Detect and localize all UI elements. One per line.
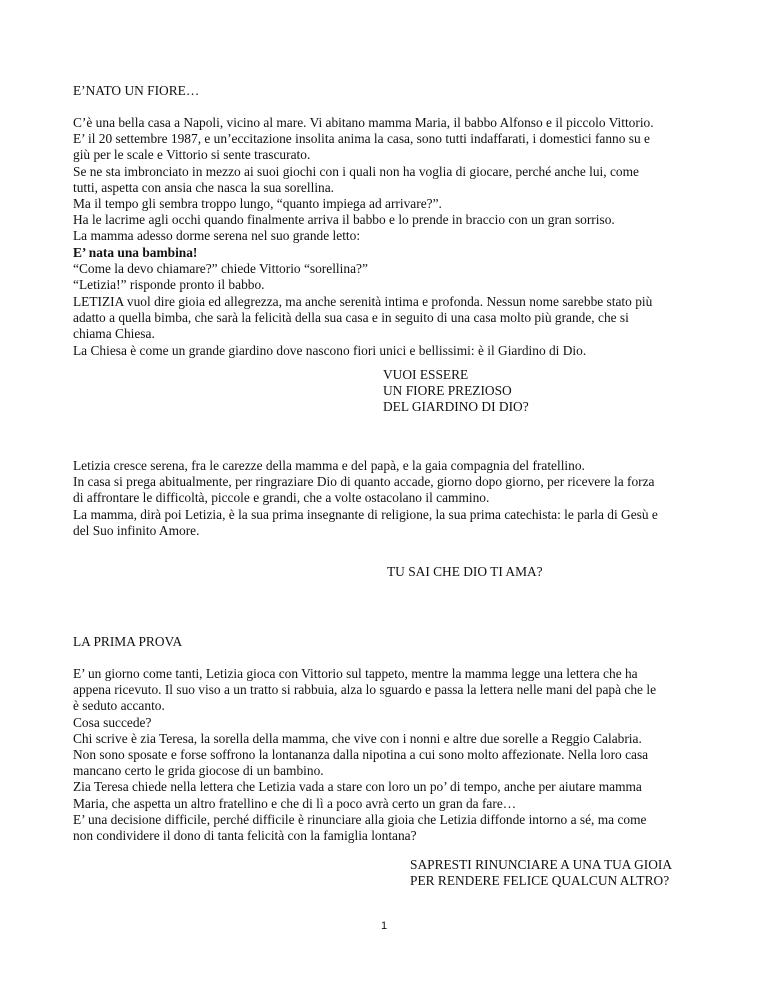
text-line: giù per le scale e Vittorio si sente trascurato. bbox=[73, 147, 311, 163]
section-3 bbox=[73, 458, 701, 539]
section-4 bbox=[73, 666, 701, 844]
text-line: è seduto accanto. bbox=[73, 698, 165, 714]
text-line: Cosa succede? bbox=[73, 714, 152, 730]
text-line: Ma il tempo gli sembra troppo lungo, “quanto impiega ad arrivare?”. bbox=[73, 196, 442, 212]
text-line: La mamma, dirà poi Letizia, è la sua prima insegnante di religione, la sua prima catechista: le parla di Gesù e bbox=[73, 506, 658, 522]
text-line: E’ il 20 settembre 1987, e un’eccitazione insolita anima la casa, sono tutti indaffarati, i domestici fanno su e bbox=[73, 131, 650, 147]
heading-text: E’NATO UN FIORE… bbox=[73, 83, 200, 98]
text-line: La Chiesa è come un grande giardino dove nascono fiori unici e bellissimi: è il Giardino di Dio. bbox=[73, 342, 587, 358]
text-line: Chi scrive è zia Teresa, la sorella della mamma, che vive con i nonni e altre due sorelle a Reggio Calabria. bbox=[73, 730, 642, 746]
text-line: Maria, che aspetta un altro fratellino e che di lì a poco avrà certo un gran da fare… bbox=[73, 795, 517, 811]
text-line: non condividere il dono di tanta felicità con la famiglia lontana? bbox=[73, 828, 417, 844]
question-line: PER RENDERE FELICE QUALCUN ALTRO? bbox=[410, 873, 670, 889]
text-line: C’è una bella casa a Napoli, vicino al mare. Vi abitano mamma Maria, il babbo Alfonso e il piccolo Vittorio. bbox=[73, 115, 654, 130]
text-line: “Come la devo chiamare?” chiede Vittorio “sorellina?” bbox=[73, 260, 368, 276]
text-line: adatto a quella bimba, che sarà la felicità della sua casa e in seguito di una casa molto più grande, che si bbox=[73, 310, 629, 326]
text-line: mancano certo le grida giocose di un bambino. bbox=[73, 763, 324, 779]
question-3 bbox=[410, 857, 740, 889]
text-line: di affrontare le difficoltà, piccole e grandi, che a volte ostacolano il cammino. bbox=[73, 490, 490, 506]
question-2 bbox=[387, 564, 717, 580]
heading-text: LA PRIMA PROVA bbox=[73, 634, 183, 649]
chapter-heading-1 bbox=[73, 83, 701, 99]
text-line: tutti, aspetta con ansia che nasca la sua sorellina. bbox=[73, 179, 335, 195]
text-line: E’ un giorno come tanti, Letizia gioca con Vittorio sul tappeto, mentre la mamma legge una lettera che ha bbox=[73, 666, 638, 681]
section-2 bbox=[73, 294, 701, 359]
text-line: Zia Teresa chiede nella lettera che Letizia vada a stare con loro un po’ di tempo, anche per aiutare mamma bbox=[73, 779, 642, 795]
text-line: LETIZIA vuol dire gioia ed allegrezza, ma anche serenità intima e profonda. Nessun nome sarebbe stato più bbox=[73, 294, 653, 309]
text-line: La mamma adesso dorme serena nel suo grande letto: bbox=[73, 228, 361, 244]
text-line: Ha le lacrime agli occhi quando finalmente arriva il babbo e lo prende in braccio con un gran sorriso. bbox=[73, 212, 615, 228]
text-line: In casa si prega abitualmente, per ringraziare Dio di quanto accade, giorno dopo giorno, per ricevere la forza bbox=[73, 474, 655, 490]
text-line: Se ne sta imbronciato in mezzo ai suoi giochi con i quali non ha voglia di giocare, perché anche lui, come bbox=[73, 163, 639, 179]
text-line: chiama Chiesa. bbox=[73, 326, 155, 342]
bold-announcement: E’ nata una bambina! bbox=[73, 244, 198, 260]
text-line: E’ una decisione difficile, perché difficile è rinunciare alla gioia che Letizia diffonde intorno a sé, ma come bbox=[73, 811, 647, 827]
question-line: SAPRESTI RINUNCIARE A UNA TUA GIOIA bbox=[410, 857, 673, 872]
question-line: VUOI ESSERE bbox=[383, 367, 469, 382]
question-line: DEL GIARDINO DI DIO? bbox=[383, 399, 529, 415]
text-line: Letizia cresce serena, fra le carezze della mamma e del papà, e la gaia compagnia del fratellino. bbox=[73, 458, 585, 473]
text-line: appena ricevuto. Il suo viso a un tratto si rabbuia, alza lo sguardo e passa la lettera nelle mani del papà che le bbox=[73, 682, 657, 698]
page-number: 1 bbox=[380, 920, 388, 932]
question-line: TU SAI CHE DIO TI AMA? bbox=[387, 564, 543, 579]
text-line: “Letizia!” risponde pronto il babbo. bbox=[73, 277, 265, 293]
text-line: del Suo infinito Amore. bbox=[73, 522, 200, 538]
question-line: UN FIORE PREZIOSO bbox=[383, 383, 512, 399]
text-line: Non sono sposate e forse soffrono la lontananza dalla nipotina a cui sono molto affezionate. Nella loro casa bbox=[73, 747, 649, 763]
chapter-heading-2 bbox=[73, 634, 701, 650]
question-1 bbox=[383, 367, 713, 416]
section-1 bbox=[73, 115, 701, 293]
